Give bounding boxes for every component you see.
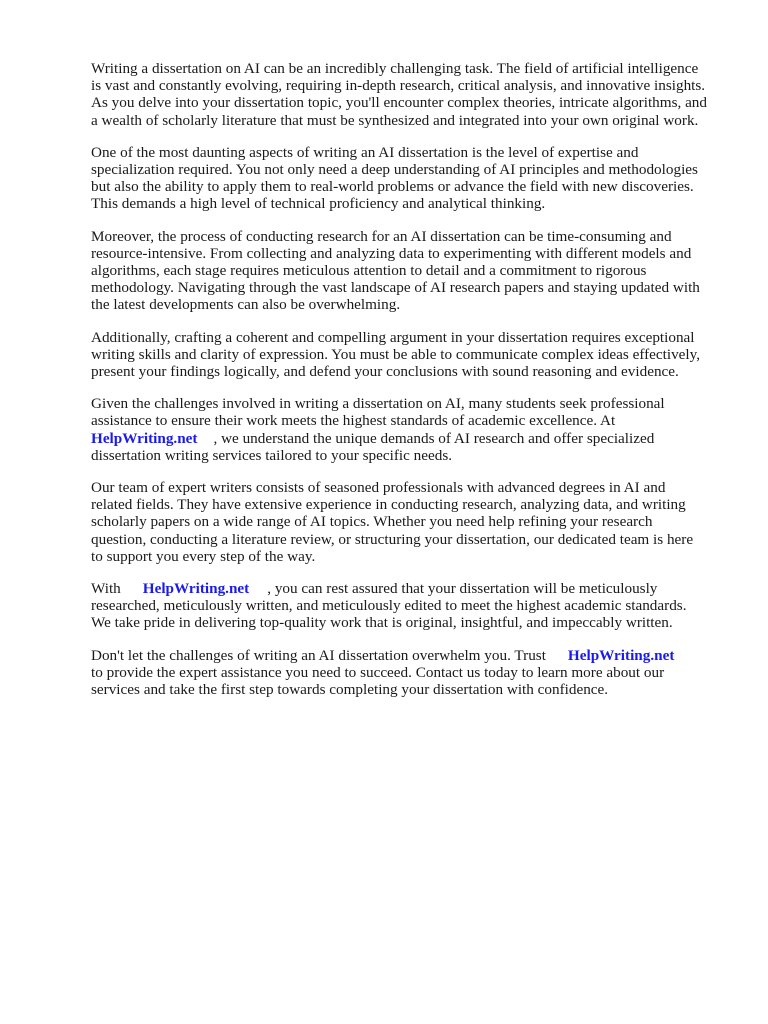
text-line: As you delve into your dissertation topic, you'll encounter complex theories, intricate algorithms, and — [91, 94, 707, 112]
text-line: Our team of expert writers consists of seasoned professionals with advanced degrees in AI and — [91, 479, 666, 497]
text-line: the latest developments can also be overwhelming. — [91, 296, 401, 314]
text-line: assistance to ensure their work meets the highest standards of academic excellence. At — [91, 412, 616, 430]
text-line: Additionally, crafting a coherent and compelling argument in your dissertation requires exceptional — [91, 328, 695, 346]
text-line: This demands a high level of technical proficiency and analytical thinking. — [91, 195, 546, 213]
text-fragment: Don't let the challenges of writing an AI dissertation overwhelm you. Trust — [91, 646, 546, 664]
text-line: scholarly papers on a wide range of AI topics. Whether you need help refining your research — [91, 513, 653, 531]
text-fragment: , we understand the unique demands of AI research and offer specialized — [213, 429, 655, 447]
text-line: methodology. Navigating through the vast landscape of AI research papers and staying updated with — [91, 279, 700, 297]
helpwriting-link[interactable]: HelpWriting.net — [142, 580, 250, 598]
helpwriting-link[interactable]: HelpWriting.net — [91, 429, 198, 447]
text-line: related fields. They have extensive experience in conducting research, analyzing data, and writing — [91, 496, 686, 514]
text-fragment: With — [91, 580, 121, 598]
paragraph-assistance — [91, 395, 731, 464]
paragraph-team — [91, 479, 731, 565]
text-line: researched, meticulously written, and meticulously edited to meet the highest academic standards. — [91, 597, 687, 615]
text-line: to provide the expert assistance you need to succeed. Contact us today to learn more about our — [91, 663, 665, 681]
paragraph-research — [91, 228, 731, 314]
text-line: Writing a dissertation on AI can be an incredibly challenging task. The field of artificial intelligence — [91, 60, 699, 77]
text-line: writing skills and clarity of expression. You must be able to communicate complex ideas effectively, — [91, 345, 701, 363]
paragraph-quality — [91, 580, 731, 632]
text-line: We take pride in delivering top-quality work that is original, insightful, and impeccably written. — [91, 614, 673, 632]
text-line: services and take the first step towards completing your dissertation with confidence. — [91, 681, 609, 699]
text-line: Given the challenges involved in writing a dissertation on AI, many students seek professional — [91, 395, 665, 413]
text-line-with-link — [91, 430, 731, 447]
text-line: specialization required. You not only need a deep understanding of AI principles and methodologies — [91, 161, 698, 179]
paragraph-intro — [91, 60, 731, 129]
text-line: algorithms, each stage requires meticulous attention to detail and a commitment to rigorous — [91, 262, 647, 280]
text-fragment: , you can rest assured that your dissertation will be meticulously — [267, 580, 658, 598]
document-body — [91, 60, 731, 713]
paragraph-argument — [91, 329, 731, 381]
text-line-with-link — [91, 580, 731, 597]
text-line: is vast and constantly evolving, requiring in-depth research, critical analysis, and innovative insights. — [91, 77, 706, 95]
paragraph-closing — [91, 647, 731, 699]
text-line: Moreover, the process of conducting research for an AI dissertation can be time-consuming and — [91, 227, 672, 245]
paragraph-expertise — [91, 144, 731, 213]
text-line: a wealth of scholarly literature that must be synthesized and integrated into your own original work. — [91, 111, 699, 129]
text-line: resource-intensive. From collecting and analyzing data to experimenting with different models and — [91, 244, 692, 262]
text-line-with-link — [91, 647, 731, 664]
text-line: present your findings logically, and defend your conclusions with sound reasoning and evidence. — [91, 363, 679, 381]
text-line: dissertation writing services tailored to your specific needs. — [91, 446, 453, 464]
text-line: but also the ability to apply them to real-world problems or advance the field with new discoveries. — [91, 178, 694, 196]
text-line: question, conducting a literature review, or structuring your dissertation, our dedicated team is here — [91, 530, 694, 548]
helpwriting-link[interactable]: HelpWriting.net — [567, 646, 675, 664]
text-line: to support you every step of the way. — [91, 547, 316, 565]
text-line: One of the most daunting aspects of writing an AI dissertation is the level of expertise and — [91, 143, 639, 161]
